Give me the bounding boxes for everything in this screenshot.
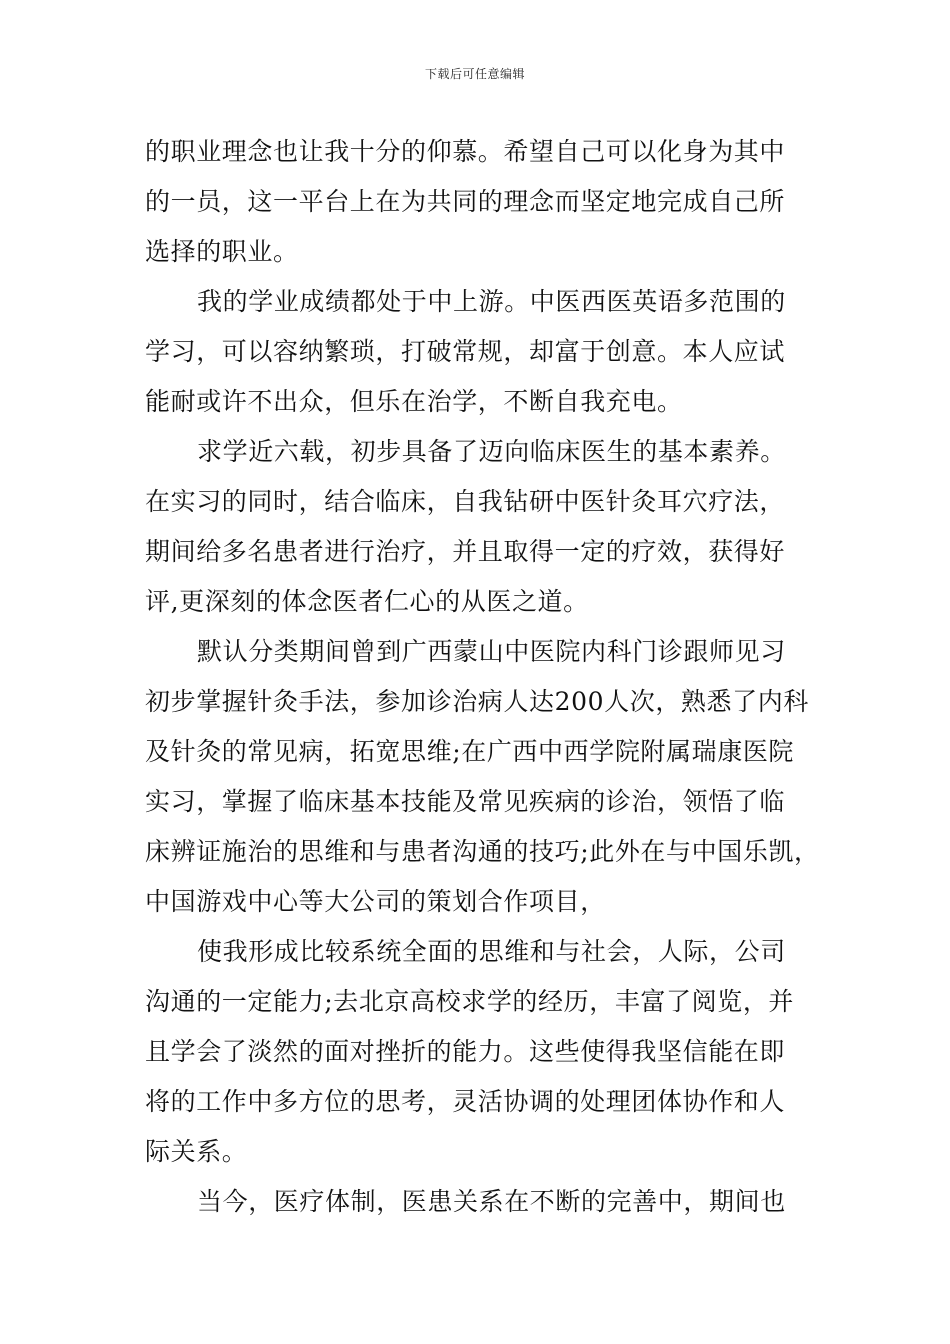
paragraph-first-line: 默认分类期间曾到广西蒙山中医院内科门诊跟师见习	[197, 637, 786, 666]
text-line: 在实习的同时，结合临床，自我钻研中医针灸耳穴疗法，	[145, 487, 786, 516]
text-line: 初步掌握针灸手法，参加诊治病人达200人次，熟悉了内科	[145, 687, 809, 716]
paragraph-first-line: 我的学业成绩都处于中上游。中医西医英语多范围的	[197, 287, 786, 316]
page-header: 下载后可任意编辑	[424, 67, 525, 81]
text-line: 床辨证施治的思维和与患者沟通的技巧;此外在与中国乐凯，	[145, 837, 820, 866]
paragraph-first-line: 当今，医疗体制，医患关系在不断的完善中，期间也	[197, 1187, 786, 1216]
text-line: 沟通的一定能力;去北京高校求学的经历，丰富了阅览，并	[145, 987, 795, 1016]
text-line: 的一员，这一平台上在为共同的理念而坚定地完成自己所	[145, 187, 786, 216]
text-line: 期间给多名患者进行治疗，并且取得一定的疗效，获得好	[145, 537, 786, 566]
text-line: 际关系。	[145, 1137, 248, 1166]
text-line: 将的工作中多方位的思考，灵活协调的处理团体协作和人	[145, 1087, 786, 1116]
text-line: 及针灸的常见病，拓宽思维;在广西中西学院附属瑞康医院	[145, 737, 795, 766]
text-line: 且学会了淡然的面对挫折的能力。这些使得我坚信能在即	[145, 1037, 786, 1066]
text-line: 选择的职业。	[145, 237, 299, 266]
text-line: 中国游戏中心等大公司的策划合作项目，	[145, 887, 606, 916]
text-line: 能耐或许不出众，但乐在治学，不断自我充电。	[145, 387, 683, 416]
text-line: 实习，掌握了临床基本技能及常见疾病的诊治，领悟了临	[145, 787, 786, 816]
paragraph-first-line: 使我形成比较系统全面的思维和与社会，人际，公司	[197, 937, 786, 966]
text-line: 学习，可以容纳繁琐，打破常规，却富于创意。本人应试	[145, 337, 786, 366]
paragraph-first-line: 求学近六载，初步具备了迈向临床医生的基本素养。	[197, 437, 786, 466]
text-line: 评,更深刻的体念医者仁心的从医之道。	[145, 587, 589, 616]
document-body	[145, 127, 820, 1227]
text-line: 的职业理念也让我十分的仰慕。希望自己可以化身为其中	[145, 137, 786, 166]
